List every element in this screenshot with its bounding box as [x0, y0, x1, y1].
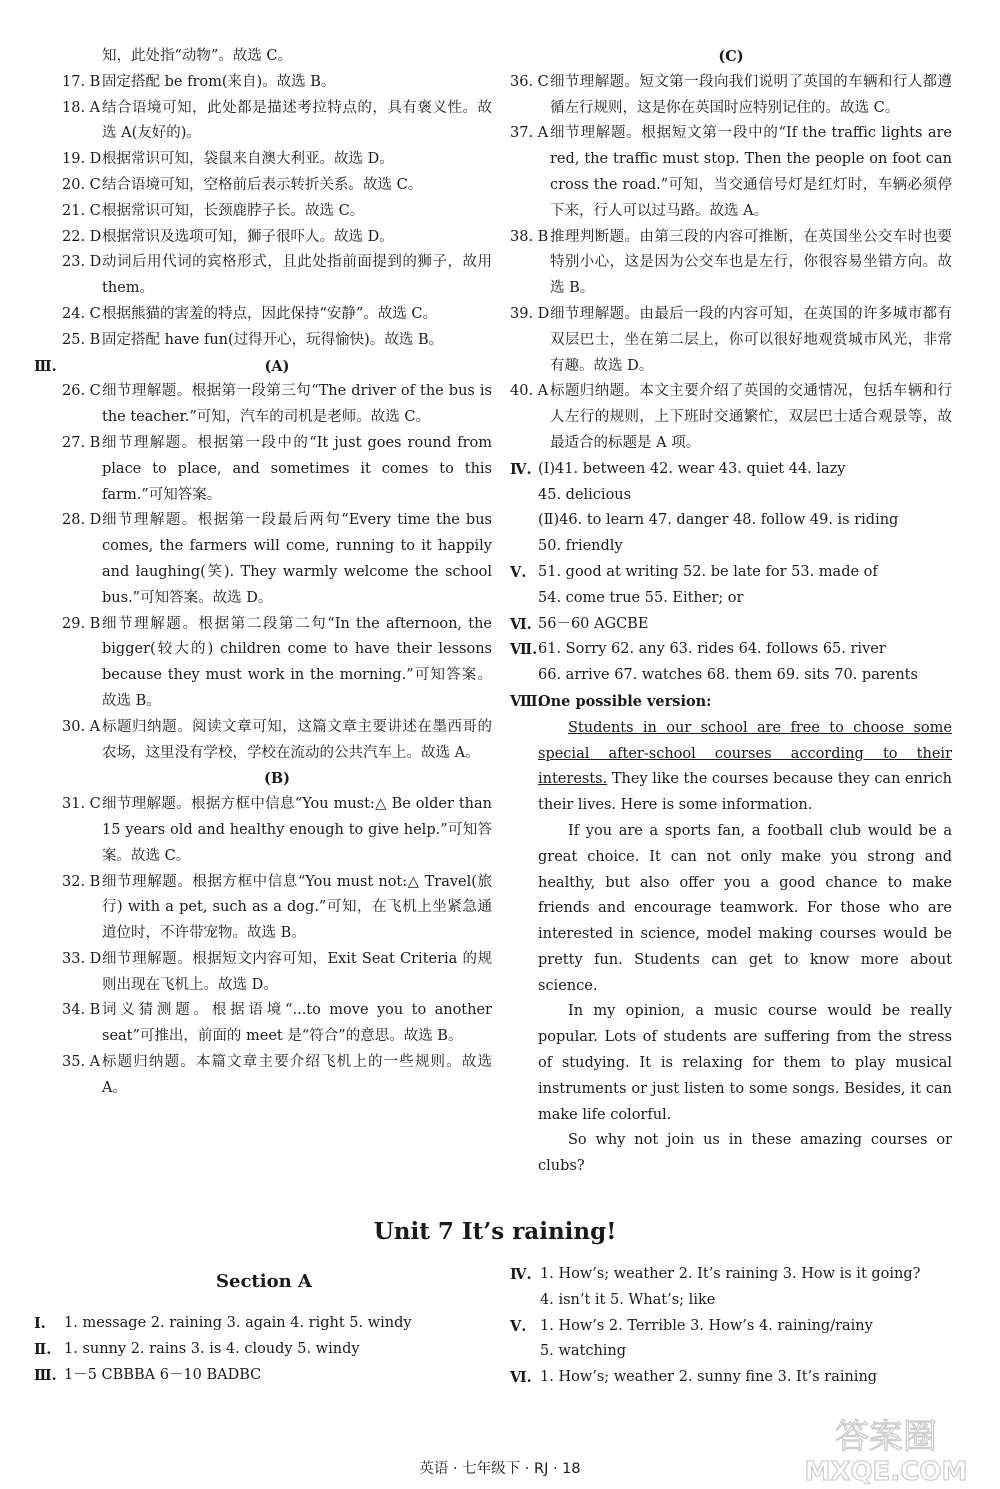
- answer-number: 21. C: [62, 202, 101, 219]
- answer-item: [62, 44, 492, 70]
- section-roman: Ⅴ.: [510, 1317, 527, 1335]
- answer-item: [62, 998, 492, 1050]
- answer-text: 54. come true 55. Either; or: [538, 589, 744, 606]
- answer-explanation: 推理判断题。由第三段的内容可推断，在英国坐公交车时也要特别小心，这是因为公交车也是左行，你很容易坐错方向。故选 B。: [550, 228, 952, 297]
- answer-text: 4. isn’t it 5. What’s; like: [540, 1291, 716, 1308]
- answer-explanation: 知，此处指“动物”。故选 C。: [102, 48, 293, 64]
- answer-item: [62, 96, 492, 148]
- answer-number: 20. C: [62, 176, 101, 193]
- subsection-label-b: (B): [264, 770, 290, 788]
- answer-number: 39. D: [510, 305, 550, 322]
- answer-number: 38. B: [510, 228, 549, 245]
- answer-line: [510, 534, 952, 560]
- answer-number: 29. B: [62, 615, 101, 632]
- answer-item: [510, 121, 952, 224]
- answer-number: 19. D: [62, 151, 102, 168]
- answer-text: (Ⅰ)41. between 42. wear 43. quiet 44. lazy: [538, 460, 846, 477]
- answer-explanation: 固定搭配 have fun(过得开心，玩得愉快)。故选 B。: [102, 331, 444, 348]
- answer-text: 1. message 2. raining 3. again 4. right 5. windy: [64, 1315, 412, 1331]
- answer-explanation: 标题归纳题。本篇文章主要介绍飞机上的一些规则。故选 A。: [102, 1054, 492, 1096]
- answer-explanation: 根据熊猫的害羞的特点，因此保持“安静”。故选 C。: [102, 305, 438, 322]
- answer-item: [62, 199, 492, 225]
- answer-explanation: 细节理解题。根据方框中信息“You must not:△ Travel(旅行) with a pet, such as a dog.”可知，在飞机上坐紧急通道位时，不许带宠物。故选 B。: [102, 873, 492, 942]
- answer-text: 1. How’s 2. Terrible 3. How’s 4. raining/rainy: [540, 1317, 873, 1334]
- answer-item: [62, 1050, 492, 1102]
- section-roman: Ⅱ.: [34, 1340, 52, 1358]
- answer-line: [510, 508, 952, 534]
- section-roman: Ⅵ.: [510, 1369, 532, 1387]
- answer-item: [62, 715, 492, 767]
- answer-text: 50. friendly: [538, 538, 623, 555]
- left-column: [34, 44, 492, 1102]
- answer-line: [34, 1363, 494, 1389]
- answer-explanation: 细节理解题。根据第一段第三句“The driver of the bus is the teacher.”可知，汽车的司机是老师。故选 C。: [102, 383, 492, 426]
- answer-number: 23. D: [62, 254, 102, 271]
- answer-explanation: 根据常识可知，长颈鹿脖子长。故选 C。: [102, 202, 365, 219]
- answer-item: [62, 250, 492, 302]
- answer-number: 31. C: [62, 796, 101, 813]
- answer-item: [510, 70, 952, 122]
- section-roman: Ⅳ.: [510, 1266, 532, 1283]
- answer-explanation: 标题归纳题。本文主要介绍了英国的交通情况，包括车辆和行人左行的规则，上下班时交通繁忙，双层巴士适合观景等，故最适合的标题是 A 项。: [550, 383, 952, 451]
- answer-number: 30. A: [62, 718, 101, 735]
- watermark-line2: MXQE.COM: [804, 1457, 968, 1486]
- answer-text: 1. sunny 2. rains 3. is 4. cloudy 5. windy: [64, 1340, 360, 1357]
- essay-topic-sentence: Students in our school are free to choose some special after-school courses according to their interests.: [538, 719, 952, 788]
- section-roman: Ⅷ.: [510, 692, 543, 710]
- answer-line: [34, 1337, 494, 1363]
- answer-number: 40. A: [510, 383, 549, 400]
- answer-explanation: 词义猜测题。根据语境“...to move you to another seat”可推出，前面的 meet 是“符合”的意思。故选 B。: [102, 1002, 492, 1045]
- answer-text: 45. delicious: [538, 486, 632, 503]
- answer-explanation: 细节理解题。由最后一段的内容可知，在英国的许多城市都有双层巴士，坐在第二层上，你可以很好地观赏城市风光，非常有趣。故选 D。: [550, 305, 952, 374]
- answer-number: 32. B: [62, 873, 101, 890]
- essay-paragraph-1: [538, 716, 952, 819]
- answer-number: 28. D: [62, 512, 102, 529]
- answer-item: [510, 302, 952, 379]
- answer-number: 17. B: [62, 73, 101, 90]
- writing-header: [510, 689, 952, 716]
- answer-text: 66. arrive 67. watches 68. them 69. sits 70. parents: [538, 667, 918, 684]
- page-footer: 英语 · 七年级下 · RJ · 18: [419, 1461, 581, 1477]
- answer-text: 56－60 AGCBE: [538, 615, 649, 632]
- answer-item: [510, 379, 952, 456]
- answer-line: [34, 1311, 494, 1337]
- answer-item: [62, 870, 492, 947]
- answer-line: [510, 663, 952, 689]
- answer-explanation: 细节理解题。根据短文第一段中的“If the traffic lights are red, the traffic must stop. Then the people on foot can cross the road.”可知，当交通信号灯是红灯时，车辆必须停下来，行人可以过马路。故选 A。: [550, 125, 952, 219]
- answer-number: 33. D: [62, 950, 102, 967]
- answer-explanation: 细节理解题。根据短文内容可知，Exit Seat Criteria 的规则出现在飞机上。故选 D。: [102, 950, 492, 993]
- answer-number: 26. C: [62, 383, 101, 400]
- essay-paragraph: So why not join us in these amazing courses or clubs?: [538, 1132, 952, 1175]
- answer-explanation: 标题归纳题。阅读文章可知，这篇文章主要讲述在墨西哥的农场，这里没有学校，学校在流动的公共汽车上。故选 A。: [102, 718, 492, 761]
- answer-text: 1－5 CBBBA 6－10 BADBC: [64, 1366, 262, 1383]
- answer-explanation: 细节理解题。根据第一段最后两句“Every time the bus comes, the farmers will come, running to it happily and laughing(笑). They warmly welcome the school bus.”可知答案。故选 D。: [102, 512, 492, 606]
- section-roman: Ⅲ.: [34, 1366, 57, 1384]
- answer-number: 27. B: [62, 434, 101, 451]
- answer-item: [62, 431, 492, 508]
- answer-text: 1. How’s; weather 2. It’s raining 3. How is it going?: [540, 1266, 921, 1282]
- answer-number: 34. B: [62, 1002, 101, 1019]
- answer-explanation: 细节理解题。短文第一段向我们说明了英国的车辆和行人都遵循左行规则，这是你在英国时应特别记住的。故选 C。: [550, 73, 952, 116]
- answer-explanation: 结合语境可知，空格前后表示转折关系。故选 C。: [102, 176, 423, 193]
- subsection-label-a: [34, 354, 492, 380]
- answer-text: 61. Sorry 62. any 63. rides 64. follows 65. river: [538, 641, 886, 658]
- answer-number: 24. C: [62, 305, 101, 322]
- sample-essay: [510, 716, 952, 1180]
- answer-explanation: 细节理解题。根据第二段第二句“In the afternoon, the bigger(较大的) children come to have their lessons because they must work in the morning.”可知答案。故选 B。: [102, 615, 492, 709]
- answer-explanation: 动词后用代词的宾格形式，且此处指前面提到的狮子，故用 them。: [102, 254, 492, 297]
- section-roman: Ⅰ.: [34, 1315, 46, 1332]
- answer-explanation: 细节理解题。根据方框中信息“You must:△ Be older than 15 years old and healthy enough to give help.”可知答案。故选 C。: [102, 796, 492, 864]
- answer-item: [62, 302, 492, 328]
- answer-explanation: 细节理解题。根据第一段中的“It just goes round from place to place, and sometimes it comes to this farm.”可知答案。: [102, 434, 492, 503]
- answer-item: [62, 147, 492, 173]
- answer-text: (Ⅱ)46. to learn 47. danger 48. follow 49. is riding: [538, 512, 899, 529]
- answer-number: 35. A: [62, 1054, 101, 1071]
- section-roman: Ⅶ.: [510, 641, 538, 659]
- answer-item: [62, 173, 492, 199]
- watermark-line1: 答案圈: [835, 1417, 937, 1457]
- answer-line: [510, 1262, 970, 1288]
- answer-line: [510, 1314, 970, 1340]
- answer-text: 51. good at writing 52. be late for 53. made of: [538, 563, 878, 580]
- section-roman: Ⅵ.: [510, 615, 532, 633]
- essay-paragraph: If you are a sports fan, a football club would be a great choice. It can not only make you strong and healthy, but also offer you a good chance to make friends and encourage teamwork. For those who are interested in science, model making courses would be pretty fun. Students can get to know more about science.: [538, 822, 952, 994]
- essay-paragraph-1-rest: They like the courses because they can enrich their lives. Here is some information.: [538, 771, 952, 814]
- answer-line: [510, 483, 952, 509]
- answer-line: [510, 1365, 970, 1391]
- answer-item: [62, 792, 492, 869]
- answer-line: [510, 637, 952, 663]
- essay-paragraph: In my opinion, a music course would be really popular. Lots of students are suffering from the stress of studying. It is relaxing for them to play musical instruments or just listen to some songs. Besides, it can make life colorful.: [538, 1003, 952, 1123]
- unit-title: Unit 7 It’s raining!: [373, 1218, 617, 1245]
- answer-line: [510, 560, 952, 586]
- answer-number: 18. A: [62, 99, 101, 116]
- answer-explanation: 根据常识及选项可知，狮子很吓人。故选 D。: [102, 228, 394, 245]
- section-roman: Ⅳ.: [510, 460, 532, 478]
- watermark-logo: [786, 1410, 986, 1486]
- section-roman: Ⅲ.: [34, 357, 57, 375]
- section-a-answers-left: [34, 1311, 494, 1388]
- section-a-answers-right: [510, 1262, 970, 1391]
- answer-explanation: 结合语境可知，此处都是描述考拉特点的，具有褒义性。故选 A(友好的)。: [102, 99, 492, 142]
- section-roman: Ⅴ.: [510, 563, 527, 581]
- answer-explanation: 根据常识可知，袋鼠来自澳大利亚。故选 D。: [102, 151, 394, 168]
- answer-item: [62, 328, 492, 354]
- answer-text: 5. watching: [540, 1343, 627, 1360]
- answer-line: [510, 1288, 970, 1314]
- answer-line: [510, 457, 952, 483]
- answer-item: [62, 70, 492, 96]
- writing-title: One possible version:: [538, 692, 712, 710]
- answer-item: [62, 612, 492, 715]
- answer-number: 36. C: [510, 73, 549, 90]
- right-column: [510, 44, 952, 1180]
- answer-text: 1. How’s; weather 2. sunny fine 3. It’s raining: [540, 1369, 878, 1386]
- section-a-title: Section A: [216, 1271, 312, 1292]
- answer-item: [510, 225, 952, 302]
- answer-explanation: 固定搭配 be from(来自)。故选 B。: [102, 73, 336, 90]
- answer-line: [510, 612, 952, 638]
- subsection-a-text: (A): [264, 357, 290, 375]
- answer-number: 37. A: [510, 125, 549, 142]
- answer-item: [62, 947, 492, 999]
- answer-number: 25. B: [62, 331, 101, 348]
- answer-line: [510, 1339, 970, 1365]
- answer-number: 22. D: [62, 228, 102, 245]
- answer-item: [62, 225, 492, 251]
- answer-item: [62, 508, 492, 611]
- subsection-label-c: (C): [718, 48, 744, 65]
- answer-line: [510, 586, 952, 612]
- answer-item: [62, 379, 492, 431]
